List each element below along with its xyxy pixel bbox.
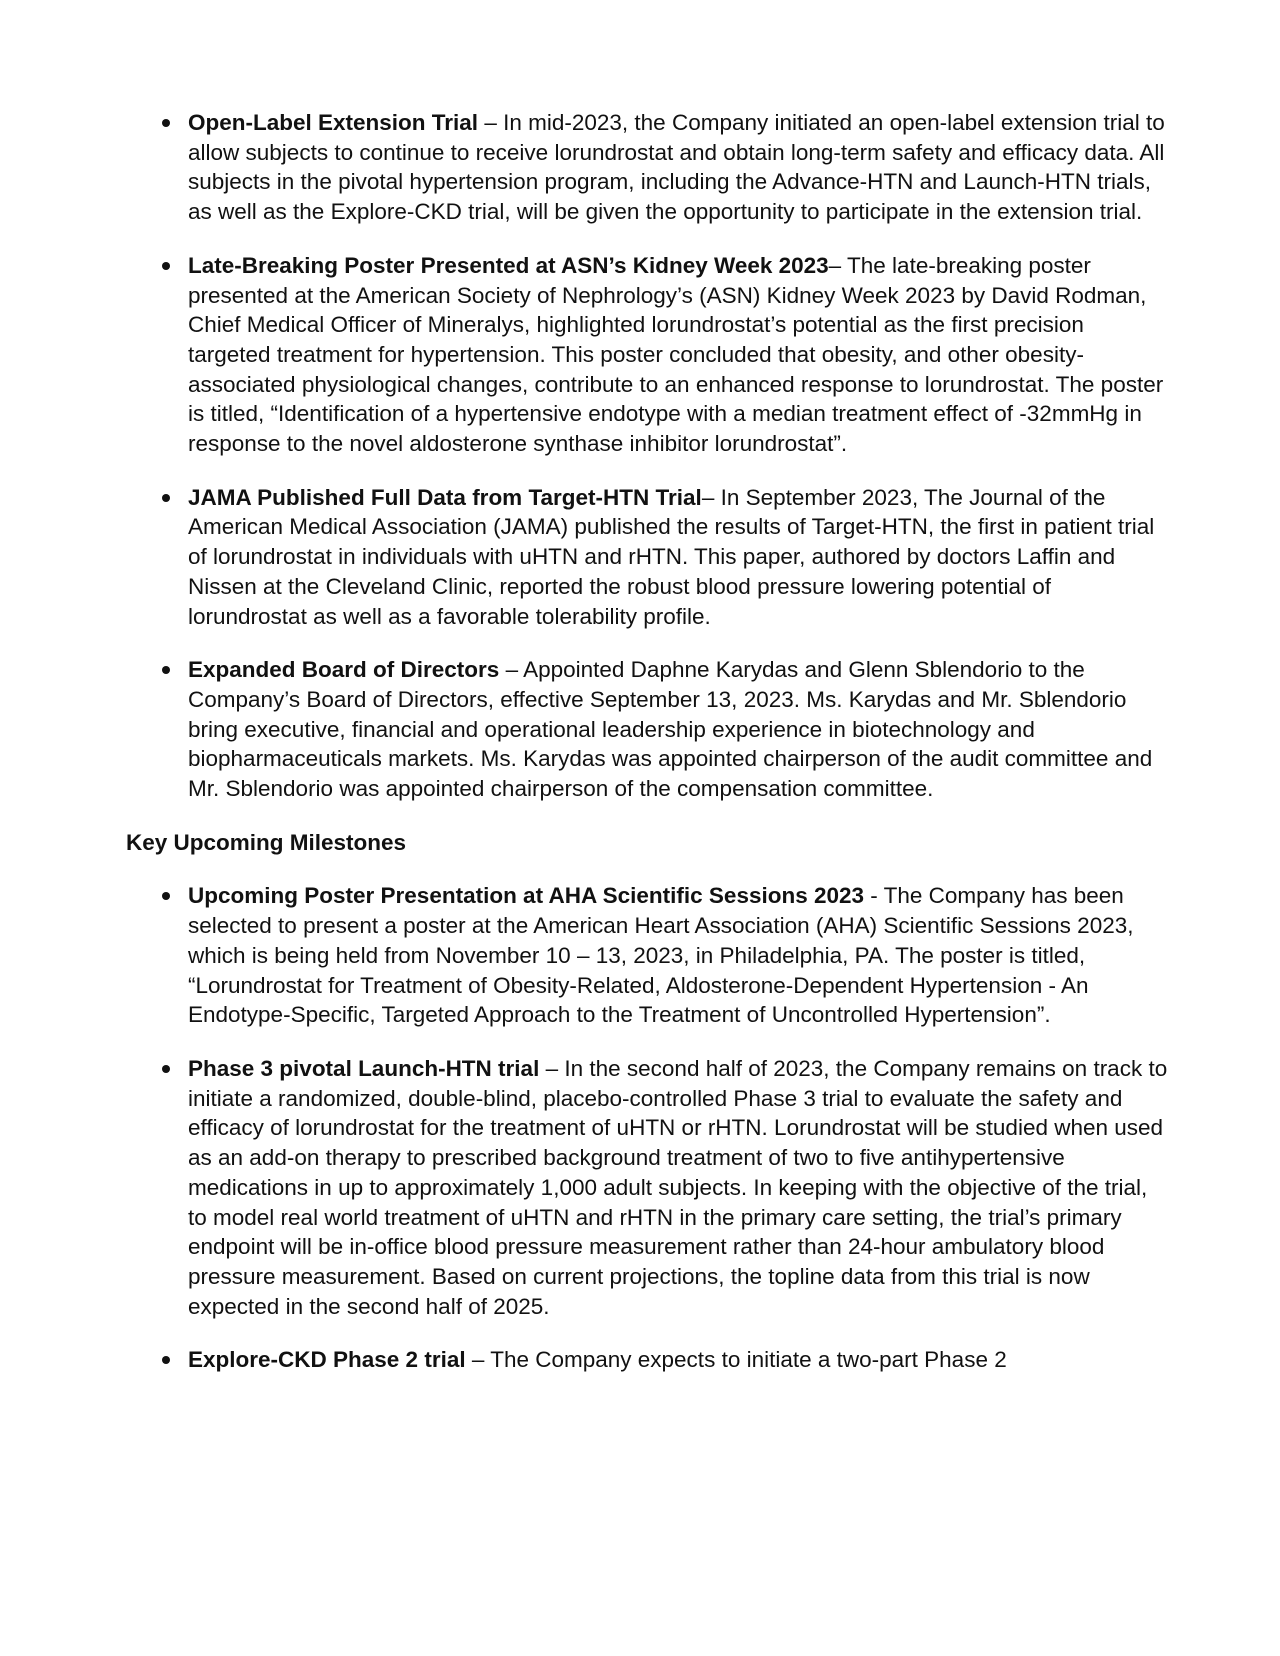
- item-body: In mid-2023, the Company initiated an open-label extension trial to allow subjects to continue to receive lorundrostat and obtain long-term safety and efficacy data. All subjects in the pivotal hypertension program, including the Advance-HTN and Launch-HTN trials, as well as the Explore-CKD trial, will be given the opportunity to participate in the extension trial.: [188, 110, 1165, 225]
- bullet-icon: [162, 262, 170, 270]
- item-title: Open-Label Extension Trial: [188, 110, 479, 135]
- bullet-icon: [162, 892, 170, 900]
- item-separator: –: [499, 657, 524, 683]
- item-title: Late-Breaking Poster Presented at ASN’s Kidney Week 2023: [188, 252, 829, 278]
- item-body: The late-breaking poster presented at the American Society of Nephrology’s (ASN) Kidney Week 2023 by David Rodman, Chief Medical Officer of Mineralys, highlighted lorundrostat’s potential as the first precision targeted treatment for hypertension. This poster concluded that obesity, and other obesity-associated physiological changes, contribute to an enhanced response to lorundrostat. The poster is titled, “Identification of a hypertensive endotype with a median treatment effect of -32mmHg in response to the novel aldosterone synthase inhibitor lorundrostat”.: [188, 252, 1164, 457]
- list-item: [126, 655, 1170, 804]
- item-title: Phase 3 pivotal Launch-HTN trial: [188, 1055, 540, 1081]
- item-separator: –: [828, 252, 848, 278]
- list-item: [126, 251, 1170, 459]
- list-item: [126, 1054, 1170, 1321]
- bullet-icon: [162, 1356, 170, 1364]
- list-item: [126, 108, 1170, 227]
- item-separator: -: [864, 883, 884, 909]
- item-body: The Company has been selected to present a poster at the American Heart Association (AHA) Scientific Sessions 2023, which is being held from November 10 – 13, 2023, in Philadelphia, PA. The poster is titled, “Lorundrostat for Treatment of Obesity-Related, Aldosterone-Dependent Hypertension - An Endotype-Specific, Targeted Approach to the Treatment of Uncontrolled Hypertension”.: [188, 883, 1134, 1028]
- item-body: In September 2023, The Journal of the American Medical Association (JAMA) published the results of Target-HTN, the first in patient trial of lorundrostat in individuals with uHTN and rHTN. This paper, authored by doctors Laffin and Nissen at the Cleveland Clinic, reported the robust blood pressure lowering potential of lorundrostat as well as a favorable tolerability profile.: [188, 484, 1155, 629]
- bullet-icon: [162, 494, 170, 502]
- item-separator: –: [539, 1055, 565, 1081]
- list-item: [126, 881, 1170, 1030]
- bullet-icon: [162, 119, 170, 127]
- item-body: Appointed Daphne Karydas and Glenn Sblendorio to the Company’s Board of Directors, effective September 13, 2023. Ms. Karydas and Mr. Sblendorio bring executive, financial and operational leadership experience in biotechnology and biopharmaceuticals markets. Ms. Karydas was appointed chairperson of the audit committee and Mr. Sblendorio was appointed chairperson of the compensation committee.: [188, 657, 1153, 802]
- bullet-icon: [162, 1065, 170, 1073]
- list-item: [126, 1345, 1170, 1375]
- item-separator: –: [465, 1347, 491, 1373]
- highlights-list: [126, 108, 1170, 804]
- item-title: Upcoming Poster Presentation at AHA Scientific Sessions 2023: [188, 883, 865, 909]
- item-title: JAMA Published Full Data from Target-HTN Trial: [188, 484, 702, 510]
- item-title: Explore-CKD Phase 2 trial: [188, 1347, 466, 1373]
- item-separator: –: [478, 110, 504, 135]
- milestones-list: [126, 881, 1170, 1375]
- bullet-icon: [162, 666, 170, 674]
- item-separator: –: [701, 484, 721, 510]
- list-item: [126, 483, 1170, 632]
- item-body: In the second half of 2023, the Company remains on track to initiate a randomized, double-blind, placebo-controlled Phase 3 trial to evaluate the safety and efficacy of lorundrostat for the treatment of uHTN or rHTN. Lorundrostat will be studied when used as an add-on therapy to prescribed background treatment of two to five antihypertensive medications in up to approximately 1,000 adult subjects. In keeping with the objective of the trial, to model real world treatment of uHTN and rHTN in the primary care setting, the trial’s primary endpoint will be in-office blood pressure measurement rather than 24-hour ambulatory blood pressure measurement. Based on current projections, the topline data from this trial is now expected in the second half of 2025.: [188, 1055, 1168, 1319]
- section-heading: Key Upcoming Milestones: [126, 829, 407, 855]
- item-title: Expanded Board of Directors: [188, 657, 500, 683]
- item-body: The Company expects to initiate a two-part Phase 2: [490, 1347, 1007, 1373]
